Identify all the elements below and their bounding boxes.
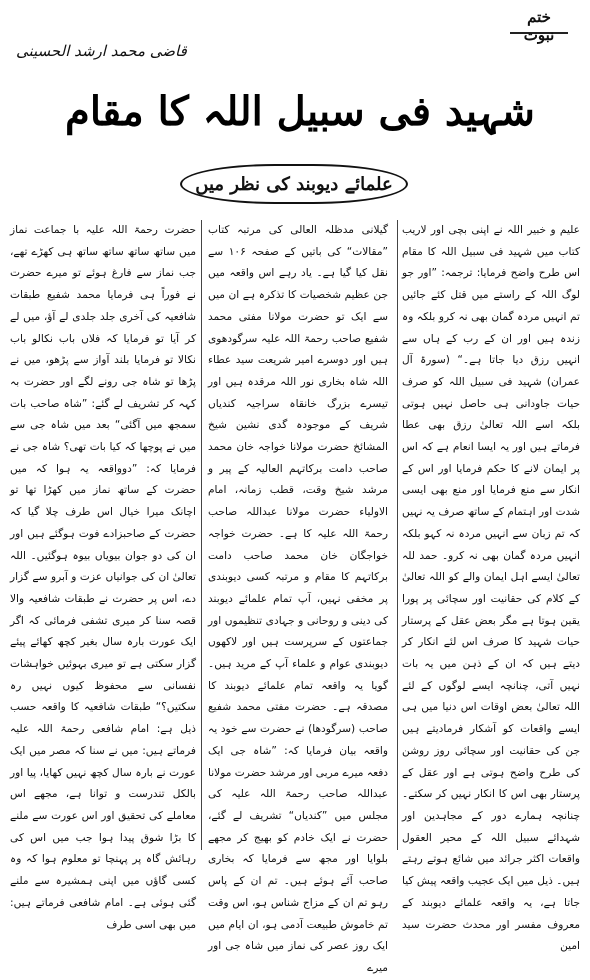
magazine-logo — [510, 8, 568, 44]
column-right-text: علیم و خبیر اللہ نے اپنی بچی اور لاریب کتاب میں شہید فی سبیل اللہ کا مقام اس طرح واضح فرمایا: ترجمہ: ”اور جو لوگ اللہ کے راستے میں قتل کئے جائیں تم انہیں مردہ گمان بھی نہ کرو بلکہ وہ زندہ ہیں اور ان کے رب کے ہاں سے انہیں رزق دیا جاتا ہے۔“ (سورۃ آل عمران) شہید فی سبیل اللہ کو صرف حیات جاودانی ہی حاصل نہیں ہوتی بلکہ اسے اللہ تعالیٰ رزق بھی عطا فرماتے ہیں اور یہ ایسا انعام ہے کہ اس پر ایمان لانے کا حکم فرمایا اور اس کے انکار سے منع فرمایا اور منع بھی ایسی شدت اور اہتمام کے ساتھ صرف یہ نہیں کہ تم زبان سے انہیں مردہ نہ کہو بلکہ انہیں مردہ گمان بھی نہ کرو۔ حمد للہ تعالیٰ ایسے اہل ایمان والے کو اللہ تعالیٰ کے کلام کی حقانیت اور سچائی پر پورا یقین ہوتا ہے مگر بعض عقل کے پرستار حیات شہید کا صرف اس لئے انکار کر دیتے ہیں کہ ان کے ذہن میں یہ بات نہیں آتی، چنانچہ ایسے لوگوں کے لئے اللہ تعالیٰ بعض اوقات اس دنیا میں ہی ایسے واقعات کو آشکار فرمادیتے ہیں جن کی حقانیت اور سچائی روز روشن کی طرح واضح ہوتی ہے اور عقل کے پرستار بھی اس کا انکار نہیں کر سکتے۔ چنانچہ ہمارے دور کے مجاہدین اور شہدائے سبیل اللہ کے محیر العقول واقعات اکثر جرائد میں شائع ہوتے رہتے ہیں۔ ذیل میں ایک عجیب واقعہ پیش کیا جاتا ہے، یہ واقعہ علمائے دیوبند کے معروف مفسر اور محدث حضرت سید امین — [402, 224, 580, 953]
author-name: قاضی محمد ارشد الحسینی — [16, 42, 187, 60]
column-divider — [397, 220, 398, 850]
masthead — [0, 4, 590, 44]
text-column-left — [10, 220, 196, 931]
text-column-middle — [208, 220, 389, 974]
article-subtitle: علمائے دیوبند کی نظر میں — [195, 173, 393, 195]
article-title: شہید فی سبیل اللہ کا مقام — [65, 88, 535, 135]
subtitle-oval — [180, 164, 408, 204]
logo-text: ختم نبوت — [523, 8, 555, 44]
column-left-text: حضرت رحمۃ اللہ علیہ با جماعت نماز میں ساتھ ساتھ ساتھ ساتھ ہی کھڑے تھے، جب نماز سے فارغ ہوئے تو میرے حضرت نے فوراً ہی فرمایا محمد شفیع طبقات شافعیہ کی آخری جلد جلدی لے آؤ، میں لے کر آیا تو فرمایا کہ فلاں باب نکالو باب نکالا تو فرمایا بلند آواز سے پڑھو، میں نے پڑھا تو شاہ جی رونے لگے اور حضرت بہ کہہ کر تشریف لے گئے: ”شاہ صاحب بات سمجھ میں آگئی“ بعد میں شاہ جی سے میں نے پوچھا کہ کیا بات تھی؟ شاہ جی نے فرمایا کہ: ”دوواقعہ یہ ہوا کہ میں حضرت کے ساتھ نماز میں کھڑا تھا تو اچانک میرا خیال اس طرف چلا گیا کہ حضرت کے صاحبزادے فوت ہوگئے ہیں اور ان کی دو جوان بیویاں بیوہ ہوگئیں۔ اللہ تعالیٰ ان کی جوانیاں عزت و آبرو سے گزار دے، اس پر حضرت نے طبقات شافعیہ والا قصہ سنا کر میری تشفی فرمائی کہ اگر ایک عورت بارہ سال بغیر کچھ کھائے پیئے گزار سکتی ہے تو میری بہوئیں خواہشات نفسانی سے محفوظ کیوں نہیں رہ سکتیں؟“ طبقات شافعیہ کا واقعہ حسب ذیل ہے: امام شافعی رحمۃ اللہ علیہ فرماتے ہیں: میں نے سنا کہ مصر میں ایک عورت نے بارہ سال کچھ نہیں کھایا، پیا اور بالکل تندرست و توانا ہے، مجھے اس معاملے کی تحقیق اور اس عورت سے ملنے کا بڑا شوق پیدا ہوا جب میں اس کی رہائش گاہ پر پہنچا تو معلوم ہوا کہ وہ کسی گاؤں میں اپنی ہمشیرہ سے ملنے گئی ہوئی ہے۔ امام شافعی فرماتے ہیں: میں بھی اسی طرف — [10, 224, 196, 931]
column-middle-text: گیلانی مدظلہ العالی کی مرتبہ کتاب ”مقالات“ کی باتیں کے صفحہ ۱۰۶ سے نقل کیا گیا ہے۔ یاد رہے اس واقعہ میں جن عظیم شخصیات کا تذکرہ ہے ان میں سے ایک تو حضرت مولانا مفتی محمد شفیع صاحب رحمۃ اللہ علیہ سرگودھوی ہیں اور دوسرے امیر شریعت سید عطاء اللہ شاہ بخاری نور اللہ مرقدہ ہیں اور تیسرے بزرگ خانقاہ سراجیہ کندیاں شریف کے موجودہ گدی نشین شیخ المشائخ حضرت مولانا خواجہ خان محمد صاحب دامت برکاتہم العالیہ کے پیر و مرشد شیخ وقت، قطب زمانہ، امام الاولیاء حضرت مولانا عبداللہ صاحب رحمۃ اللہ علیہ کا ہے۔ حضرت خواجہ خواجگان خان محمد صاحب دامت برکاتہم کا مقام و مرتبہ کسی دیوبندی پر مخفی نہیں، آپ تمام علمائے دیوبند کی دینی و روحانی و جہادی تنظیموں اور جماعتوں کے سرپرست ہیں اور لاکھوں دیوبندی عوام و علماء آپ کے مرید ہیں۔ گویا یہ واقعہ تمام علمائے دیوبند کا مصدقہ ہے۔ حضرت مفتی محمد شفیع صاحب (سرگودھا) نے حضرت سے خود یہ واقعہ بیان فرمایا کہ: ”شاہ جی ایک دفعہ میرے مربی اور مرشد حضرت مولانا عبداللہ صاحب رحمۃ اللہ علیہ کی مجلس میں ”کندیاں“ تشریف لے گئے، حضرت نے ایک خادم کو بھیج کر مجھے بلوایا اور مجھ سے فرمایا کہ بخاری صاحب آئے ہوئے ہیں۔ تم ان کے پاس رہو تم ان کے مزاج شناس ہو، اس وقت تم خاموش طبیعت آدمی ہو، ان ایام میں ایک روز عصر کی نماز میں شاہ جی اور میرے — [208, 224, 389, 974]
text-column-right — [402, 220, 580, 953]
column-divider — [201, 220, 202, 850]
